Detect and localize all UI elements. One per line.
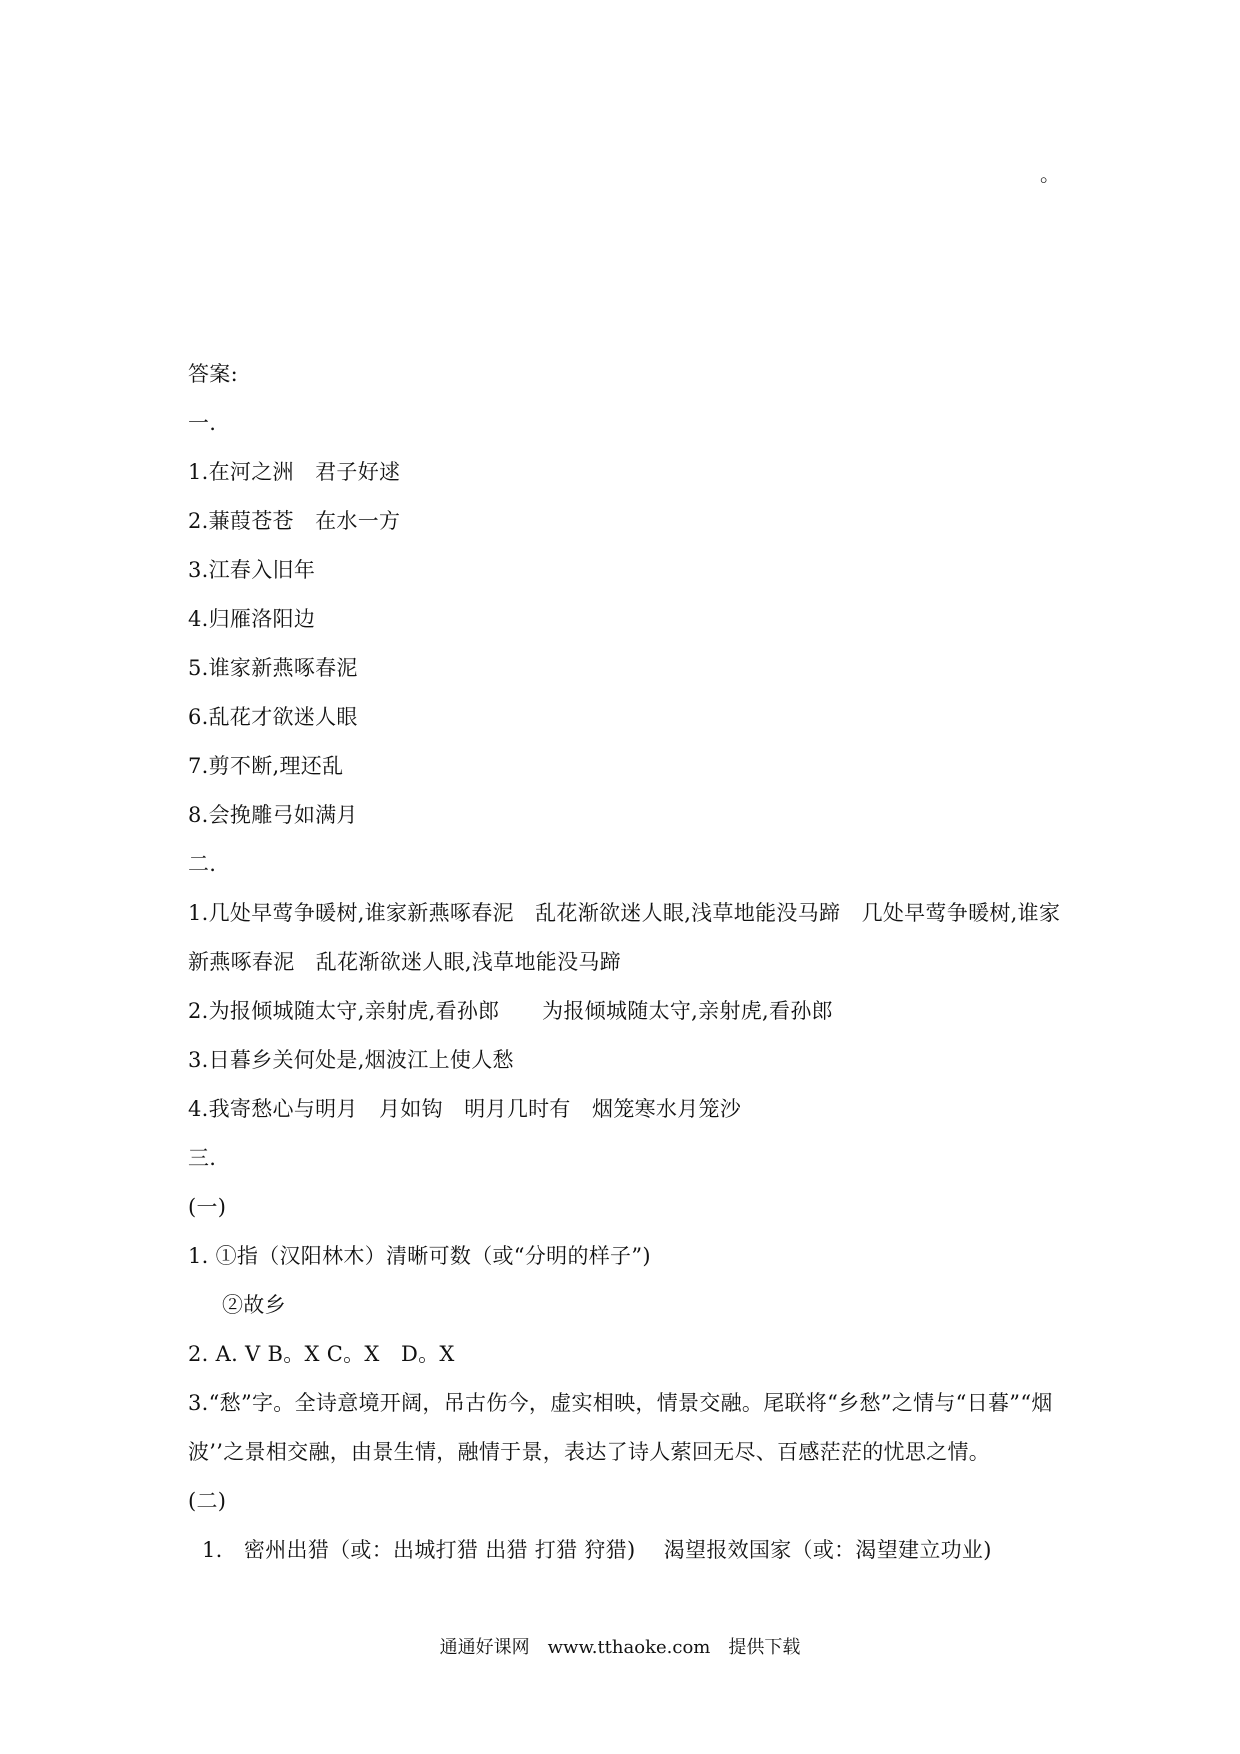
stray-punctuation-mark: 。 [1040, 162, 1060, 186]
section-3-part-1-question-2: 2. A. V B。X C。X D。X [188, 1342, 455, 1366]
section-3-part-1-question-1a: 1. ①指（汉阳林木）清晰可数（或“分明的样子”) [188, 1244, 651, 1268]
page-footer: 通通好课网 www.tthaoke.com 提供下载 [439, 1637, 801, 1658]
section-2-item-3: 3.日暮乡关何处是,烟波江上使人愁 [188, 1048, 514, 1072]
section-1-item-8: 8.会挽雕弓如满月 [188, 803, 358, 827]
section-3-part-2-label: (二) [188, 1489, 227, 1513]
section-1-label: 一. [188, 411, 217, 435]
section-1-item-7: 7.剪不断,理还乱 [188, 754, 344, 778]
answers-heading: 答案: [188, 362, 238, 386]
section-1-item-6: 6.乱花才欲迷人眼 [188, 705, 358, 729]
section-3-label: 三. [188, 1146, 217, 1170]
section-2-item-2: 2.为报倾城随太守,亲射虎,看孙郎 为报倾城随太守,亲射虎,看孙郎 [188, 999, 833, 1023]
section-3-part-2-question-1: 1. 密州出猎（或：出城打猎 出猎 打猎 狩猎) 渴望报效国家（或：渴望建立功业) [202, 1538, 992, 1562]
section-2-item-4: 4.我寄愁心与明月 月如钩 明月几时有 烟笼寒水月笼沙 [188, 1097, 742, 1121]
section-1-item-2: 2.蒹葭苍苍 在水一方 [188, 509, 401, 533]
section-3-part-1-question-1b: ②故乡 [222, 1293, 286, 1317]
section-1-item-4: 4.归雁洛阳边 [188, 607, 316, 631]
section-3-part-1-question-3: 3.“愁”字。全诗意境开阔，吊古伤今，虚实相映，情景交融。尾联将“乡愁”之情与“日暮”“烟波’’之景相交融，由景生情，融情于景，表达了诗人萦回无尽、百感茫茫的忧思之情。 [188, 1391, 1053, 1464]
section-1-item-3: 3.江春入旧年 [188, 558, 316, 582]
section-2-label: 二. [188, 852, 217, 876]
section-1-item-5: 5.谁家新燕啄春泥 [188, 656, 358, 680]
answer-content [188, 350, 1068, 1575]
section-1-item-1: 1.在河之洲 君子好逑 [188, 460, 401, 484]
section-2-item-1: 1.几处早莺争暖树,谁家新燕啄春泥 乱花渐欲迷人眼,浅草地能没马蹄 几处早莺争暖树,谁家新燕啄春泥 乱花渐欲迷人眼,浅草地能没马蹄 [188, 901, 1061, 974]
section-3-part-1-label: (一) [188, 1195, 227, 1219]
